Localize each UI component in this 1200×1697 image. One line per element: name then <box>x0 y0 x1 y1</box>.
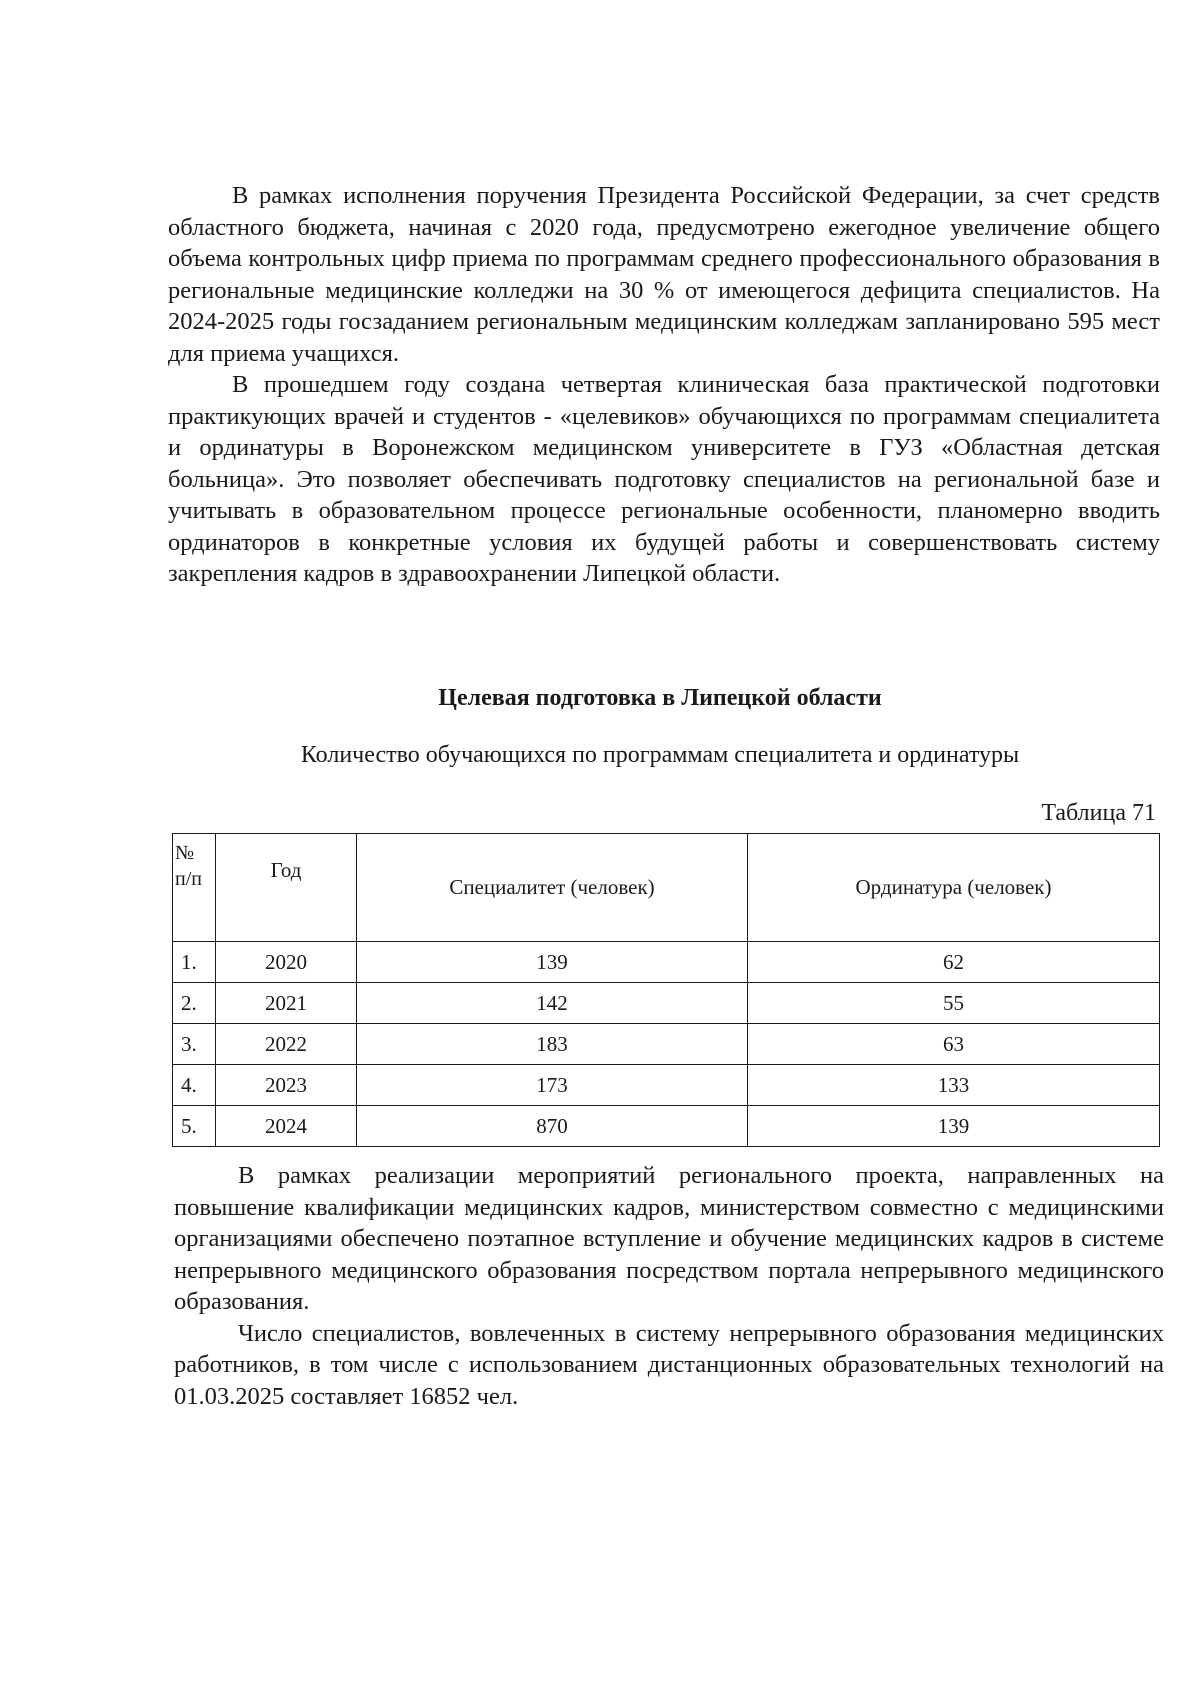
cell-specialty: 183 <box>357 1024 748 1065</box>
cell-specialty: 173 <box>357 1065 748 1106</box>
cell-residency: 133 <box>748 1065 1160 1106</box>
cell-year: 2022 <box>216 1024 357 1065</box>
column-header-residency: Ординатура (человек) <box>748 834 1160 942</box>
column-header-year: Год <box>216 834 357 942</box>
paragraph: В рамках реализации мероприятий регионального проекта, направленных на повышение квалификации медицинских кадров, министерством совместно с медицинскими организациями обеспечено поэтапное вступление и обучение медицинских кадров в системе непрерывного медицинского образования посредством портала непрерывного медицинского образования. <box>174 1162 1164 1315</box>
paragraph: В прошедшем году создана четвертая клиническая база практической подготовки практикующих врачей и студентов - «целевиков» обучающихся по программам специалитета и ординатуры в Воронежском медицинском университете в ГУЗ «Областная детская больница». Это позволяет обеспечивать подготовку специалистов на региональной базе и учитывать в образовательном процессе региональные особенности, планомерно вводить ординаторов в конкретные условия их будущей работы и совершенствовать систему закрепления кадров в здравоохранении Липецкой области. <box>168 371 1160 587</box>
table-row <box>173 942 1160 983</box>
paragraph: Число специалистов, вовлеченных в систему непрерывного образования медицинских работников, в том числе с использованием дистанционных образовательных технологий на 01.03.2025 составляет 16852 чел. <box>174 1319 1164 1410</box>
cell-year: 2021 <box>216 983 357 1024</box>
section-heading: Целевая подготовка в Липецкой области <box>438 685 882 711</box>
column-header-specialty: Специалитет (человек) <box>357 834 748 942</box>
cell-specialty: 139 <box>357 942 748 983</box>
paragraph: В рамках исполнения поручения Президента Российской Федерации, за счет средств областного бюджета, начиная с 2020 года, предусмотрено ежегодное увеличение общего объема контрольных цифр приема по программам среднего профессионального образования в региональные медицинские колледжи на 30 % от имеющегося дефицита специалистов. На 2024-2025 годы госзаданием региональным медицинским колледжам запланировано 595 мест для приема учащихся. <box>168 182 1160 367</box>
cell-residency: 62 <box>748 942 1160 983</box>
cell-number: 4. <box>173 1065 216 1106</box>
body-text-bottom <box>174 1160 1164 1412</box>
table-caption: Количество обучающихся по программам специалитета и ординатуры <box>300 742 1020 768</box>
cell-specialty: 870 <box>357 1106 748 1147</box>
cell-specialty: 142 <box>357 983 748 1024</box>
cell-number: 2. <box>173 983 216 1024</box>
table-row <box>173 983 1160 1024</box>
table-row <box>173 1106 1160 1147</box>
column-header-number: № п/п <box>173 834 216 942</box>
table-number-label: Таблица 71 <box>1041 800 1156 826</box>
cell-residency: 55 <box>748 983 1160 1024</box>
cell-residency: 139 <box>748 1106 1160 1147</box>
cell-year: 2020 <box>216 942 357 983</box>
cell-residency: 63 <box>748 1024 1160 1065</box>
table-row <box>173 1065 1160 1106</box>
table-header-row <box>173 834 1160 942</box>
cell-number: 5. <box>173 1106 216 1147</box>
cell-year: 2023 <box>216 1065 357 1106</box>
training-table <box>172 833 1160 1147</box>
cell-number: 1. <box>173 942 216 983</box>
cell-year: 2024 <box>216 1106 357 1147</box>
table-row <box>173 1024 1160 1065</box>
cell-number: 3. <box>173 1024 216 1065</box>
body-text-top <box>168 180 1160 590</box>
